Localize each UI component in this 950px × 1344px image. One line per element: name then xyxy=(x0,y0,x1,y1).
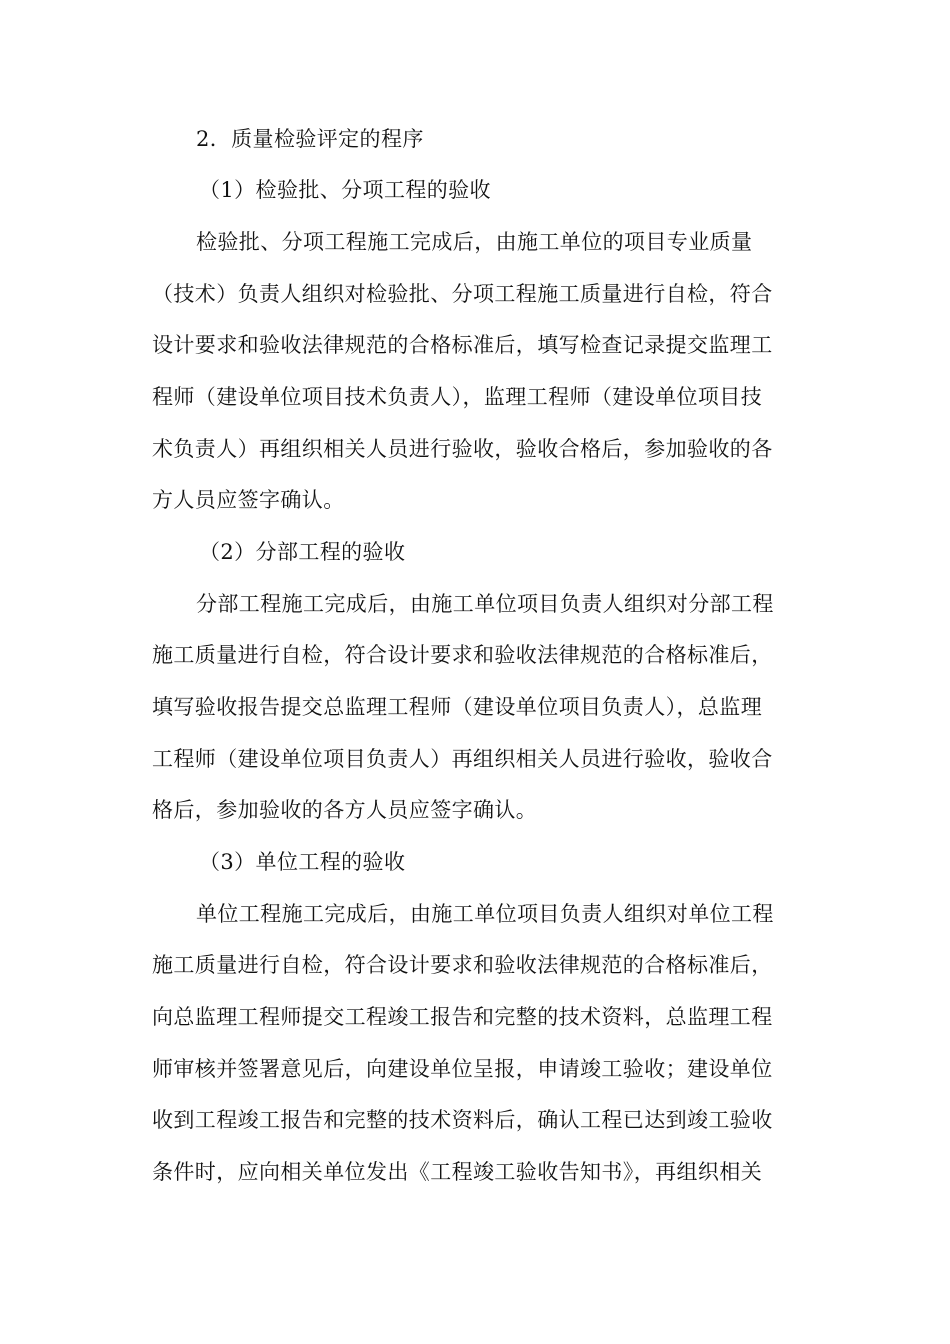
paragraph-2-line-4: 工程师（建设单位项目负责人）再组织相关人员进行验收，验收合 xyxy=(152,747,773,771)
paragraph-1-line-5: 术负责人）再组织相关人员进行验收，验收合格后，参加验收的各 xyxy=(152,437,773,461)
paragraph-2-line-2: 施工质量进行自检，符合设计要求和验收法律规范的合格标准后， xyxy=(152,643,773,667)
paragraph-2-line-1: 分部工程施工完成后，由施工单位项目负责人组织对分部工程 xyxy=(196,592,774,616)
paragraph-3-line-5: 收到工程竣工报告和完整的技术资料后，确认工程已达到竣工验收 xyxy=(152,1108,773,1132)
paragraph-1-line-4: 程师（建设单位项目技术负责人），监理工程师（建设单位项目技 xyxy=(152,385,763,409)
paragraph-2-line-5: 格后，参加验收的各方人员应签字确认。 xyxy=(152,798,538,822)
paragraph-1-line-3: 设计要求和验收法律规范的合格标准后，填写检查记录提交监理工 xyxy=(152,333,773,357)
subsection-heading-3: （3）单位工程的验收 xyxy=(199,850,406,874)
paragraph-3-line-2: 施工质量进行自检，符合设计要求和验收法律规范的合格标准后， xyxy=(152,953,773,977)
section-title: 2．质量检验评定的程序 xyxy=(196,127,424,151)
paragraph-1-line-6: 方人员应签字确认。 xyxy=(152,488,345,512)
paragraph-1-line-2: （技术）负责人组织对检验批、分项工程施工质量进行自检，符合 xyxy=(152,282,773,306)
paragraph-2-line-3: 填写验收报告提交总监理工程师（建设单位项目负责人），总监理 xyxy=(152,695,763,719)
paragraph-3-line-4: 师审核并签署意见后，向建设单位呈报，申请竣工验收；建设单位 xyxy=(152,1057,773,1081)
subsection-heading-2: （2）分部工程的验收 xyxy=(199,540,406,564)
paragraph-3-line-3: 向总监理工程师提交工程竣工报告和完整的技术资料，总监理工程 xyxy=(152,1005,773,1029)
subsection-heading-1: （1）检验批、分项工程的验收 xyxy=(199,178,491,202)
paragraph-3-line-1: 单位工程施工完成后，由施工单位项目负责人组织对单位工程 xyxy=(196,902,774,926)
paragraph-3-line-6: 条件时，应向相关单位发出《工程竣工验收告知书》，再组织相关 xyxy=(152,1160,763,1184)
paragraph-1-line-1: 检验批、分项工程施工完成后，由施工单位的项目专业质量 xyxy=(196,230,753,254)
